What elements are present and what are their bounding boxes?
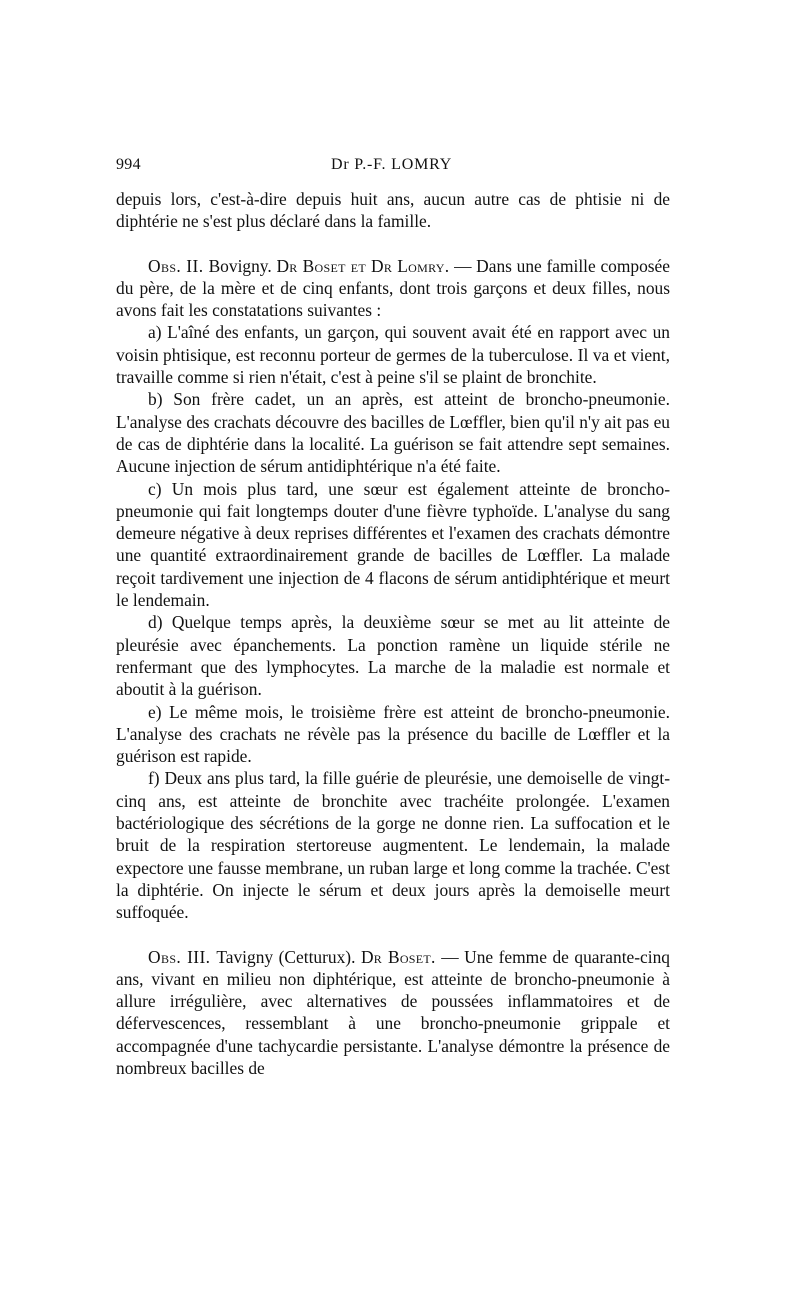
observation-3-intro xyxy=(116,946,670,1080)
case-f: f) Deux ans plus tard, la fille guérie de pleurésie, une demoiselle de vingt-cinq ans, est atteinte de bronchite avec trachéite prolongée. L'examen bactériologique des sécrétions de la gorge ne donne rien. La suffocation et le bruit de la respiration stertoreuse augmentent. Le lendemain, la malade expectore une fausse membrane, un ruban large et long comme la trachée. C'est la diphtérie. On injecte le sérum et deux jours après la demoiselle meurt suffoquée. xyxy=(116,768,670,923)
body-text xyxy=(116,188,670,1079)
observation-3-place: Tavigny (Cetturux). xyxy=(216,946,361,967)
observation-3-text: — Une femme de quarante-cinq ans, vivant en milieu non diphtérique, est atteinte de broncho-pneumonie à allure irrégulière, avec alternatives de poussées inflammatoires et de défervescences, ressemblant à une broncho-pneumonie grippale et accompagnée d'une tachycardie persistante. L'analyse démontre la présence de nombreux bacilles de xyxy=(116,946,670,1078)
paragraph-continuation: depuis lors, c'est-à-dire depuis huit ans, aucun autre cas de phtisie ni de diphtérie ne s'est plus déclaré dans la famille. xyxy=(116,189,670,232)
observation-2-text: — Dans une famille composée du père, de la mère et de cinq enfants, dont trois garçons et deux filles, nous avons fait les constatations suivantes : xyxy=(116,255,670,321)
observation-2-intro xyxy=(116,255,670,322)
running-title: Dr P.-F. LOMRY xyxy=(331,156,453,173)
case-b: b) Son frère cadet, un an après, est atteint de broncho-pneumonie. L'analyse des crachats découvre des bacilles de Lœffler, bien qu'il n'y ait pas eu de cas de diphtérie dans la localité. La guérison se fait attendre sept semaines. Aucune injection de sérum antidiphtérique n'a été faite. xyxy=(116,389,670,477)
observation-2-authors: Dr Boset et Dr Lomry. xyxy=(276,255,450,276)
observation-2-label: Obs. II. xyxy=(148,255,209,276)
observation-3-authors: Dr Boset. xyxy=(360,946,436,967)
observation-3-label: Obs. III. xyxy=(148,946,217,967)
page-number: 994 xyxy=(116,156,141,173)
observation-2-place: Bovigny. xyxy=(208,255,277,276)
case-e: e) Le même mois, le troisième frère est atteint de broncho-pneumonie. L'analyse des crachats ne révèle pas la présence du bacille de Lœffler et la guérison est rapide. xyxy=(116,701,670,767)
case-c: c) Un mois plus tard, une sœur est également atteinte de broncho-pneumonie qui fait longtemps douter d'une fièvre typhoïde. L'analyse du sang demeure négative à deux reprises différentes et l'examen des crachats démontre une quantité extraordinairement grande de bacilles de Lœffler. La malade reçoit tardivement une injection de 4 flacons de sérum antidiphtérique et meurt le lendemain. xyxy=(116,478,670,611)
case-a: a) L'aîné des enfants, un garçon, qui souvent avait été en rapport avec un voisin phtisique, est reconnu porteur de germes de la tuberculose. Il va et vient, travaille comme si rien n'était, c'est à peine s'il se plaint de bronchite. xyxy=(116,322,670,388)
case-d: d) Quelque temps après, la deuxième sœur se met au lit atteinte de pleurésie avec épanchements. La ponction ramène un liquide stérile ne renfermant que des lymphocytes. La marche de la maladie est normale et aboutit à la guérison. xyxy=(116,612,670,700)
page-header xyxy=(116,156,672,182)
